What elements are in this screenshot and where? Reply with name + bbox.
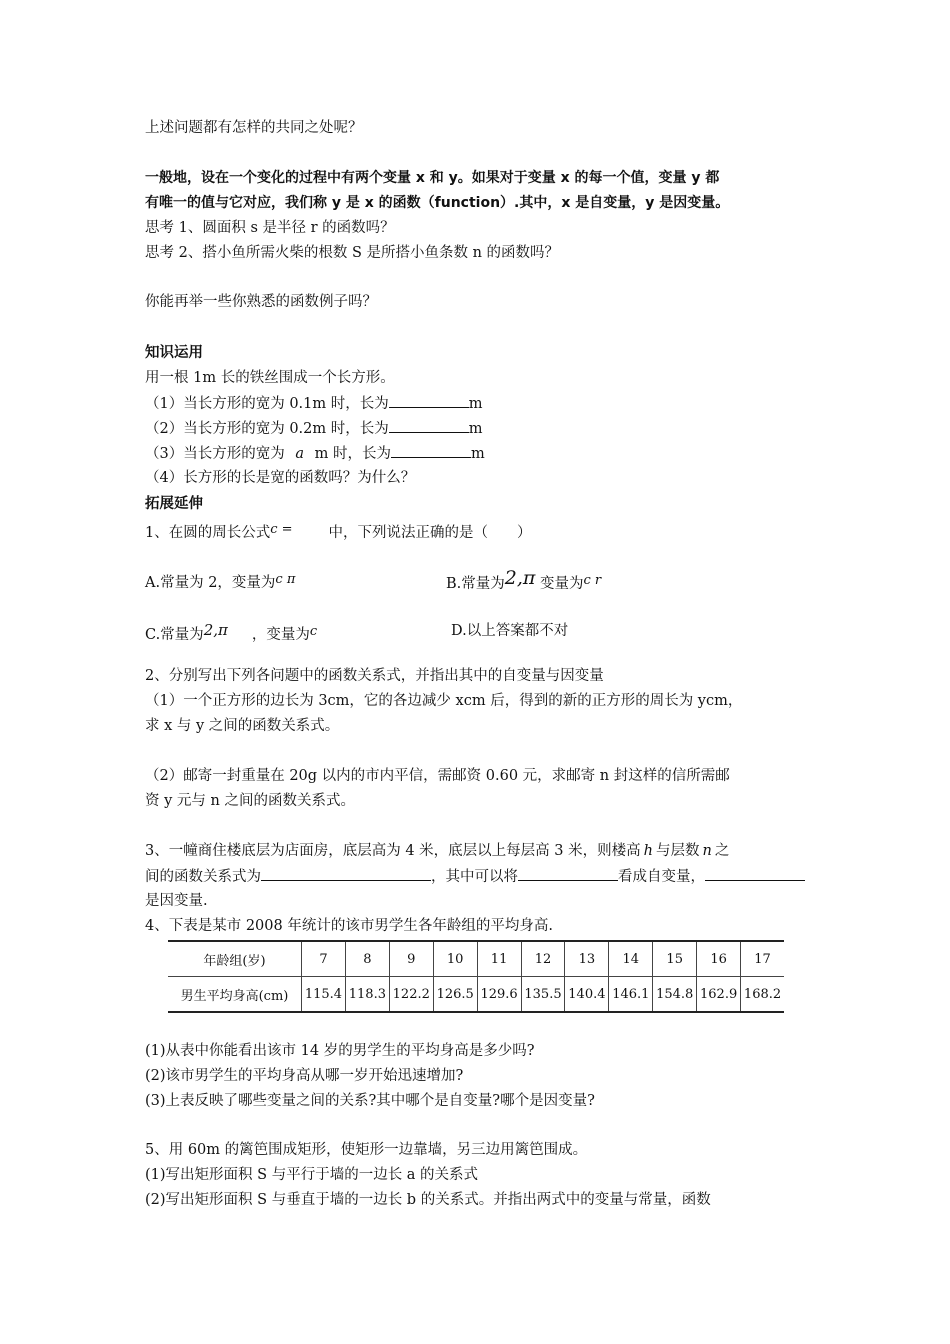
table-cell-age: 12 xyxy=(521,941,565,977)
p1-formula: c = xyxy=(270,522,293,537)
problem-3-line2 xyxy=(145,866,805,887)
extension-heading: 拓展延伸 xyxy=(145,496,203,512)
table-cell-age: 15 xyxy=(653,941,697,977)
table-cell-age: 7 xyxy=(302,941,346,977)
option-c-var: c xyxy=(309,624,318,639)
option-c[interactable] xyxy=(145,620,317,645)
table-cell-height: 140.4 xyxy=(565,977,609,1013)
problem-5-q2: (2)写出矩形面积 S 与垂直于墙的一边长 b 的关系式。并指出两式中的变量与常量，函数 xyxy=(145,1192,711,1208)
table-cell-age: 9 xyxy=(389,941,433,977)
option-c-text: C.常量为 xyxy=(145,627,204,643)
table-cell-height: 168.2 xyxy=(741,977,784,1013)
p3-relation-blank[interactable] xyxy=(261,866,431,881)
option-c-mid: ，变量为 xyxy=(251,627,310,643)
problem-2-q1-line2: 求 x 与 y 之间的函数关系式。 xyxy=(145,718,340,734)
q2-blank[interactable] xyxy=(389,418,469,433)
q2-unit: m xyxy=(468,421,483,437)
knowledge-q4: （4）长方形的长是宽的函数吗？为什么？ xyxy=(145,470,416,486)
table-cell-height: 115.4 xyxy=(302,977,346,1013)
p1-text-b: 中，下列说法正确的是（ ） xyxy=(328,525,532,541)
table-cell-height: 154.8 xyxy=(653,977,697,1013)
problem-2-q2-line2: 资 y 元与 n 之间的函数关系式。 xyxy=(145,793,355,809)
q3-text-a: （3）当长方形的宽为 xyxy=(145,446,285,462)
table-cell-age: 14 xyxy=(609,941,653,977)
option-b[interactable] xyxy=(446,568,601,594)
option-d[interactable]: D.以上答案都不对 xyxy=(451,623,569,639)
think-1: 思考 1、圆面积 s 是半径 r 的函数吗？ xyxy=(145,220,395,236)
p3-dependent-blank[interactable] xyxy=(705,866,805,881)
p3-n: n xyxy=(702,843,712,859)
p3-line2-c: 看成自变量， xyxy=(618,869,705,885)
option-b-text: B.常量为 xyxy=(446,576,505,592)
knowledge-q2 xyxy=(145,418,483,439)
height-table xyxy=(168,940,784,1013)
problem-3-line3: 是因变量. xyxy=(145,893,208,909)
table-cell-age: 8 xyxy=(345,941,389,977)
problem-4-q3: (3)上表反映了哪些变量之间的关系?其中哪个是自变量?哪个是因变量? xyxy=(145,1093,595,1109)
table-cell-height: 118.3 xyxy=(345,977,389,1013)
definition-line-2: 有唯一的值与它对应，我们称 y 是 x 的函数（function）.其中，x 是自变量，y 是因变量。 xyxy=(145,195,730,211)
q2-text: （2）当长方形的宽为 0.2m 时，长为 xyxy=(145,421,389,437)
q3-var: a xyxy=(295,446,304,462)
knowledge-q3 xyxy=(145,443,485,464)
problem-2-q1-line1: （1）一个正方形的边长为 3cm，它的各边减少 xcm 后，得到的新的正方形的周长为 ycm， xyxy=(145,693,743,709)
option-a-text: A.常量为 2，变量为 xyxy=(145,575,276,591)
p3-line2-b: ，其中可以将 xyxy=(431,869,518,885)
p3-independent-blank[interactable] xyxy=(518,866,618,881)
q1-text: （1）当长方形的宽为 0.1m 时，长为 xyxy=(145,396,389,412)
p3-h: h xyxy=(643,843,653,859)
option-c-const: 2,π xyxy=(203,621,228,639)
p1-text-a: 1、在圆的周长公式 xyxy=(145,525,271,541)
table-cell-height: 122.2 xyxy=(389,977,433,1013)
knowledge-q1 xyxy=(145,393,483,414)
table-cell-age: 11 xyxy=(477,941,521,977)
more-examples: 你能再举一些你熟悉的函数例子吗？ xyxy=(145,294,377,310)
knowledge-heading: 知识运用 xyxy=(145,345,203,361)
p3-text-a: 3、一幢商住楼底层为店面房，底层高为 4 米，底层以上每层高 3 米，则楼高 xyxy=(145,843,641,859)
table-cell-age: 17 xyxy=(741,941,784,977)
q1-unit: m xyxy=(468,396,483,412)
table-cell-height: 129.6 xyxy=(477,977,521,1013)
option-b-const: 2,π xyxy=(504,567,536,589)
q3-blank[interactable] xyxy=(391,443,471,458)
problem-2-head: 2、分别写出下列各问题中的函数关系式，并指出其中的自变量与因变量 xyxy=(145,668,604,684)
option-b-mid: 变量为 xyxy=(540,576,584,592)
table-header-age: 年龄组(岁) xyxy=(168,941,302,977)
problem-5-q1: (1)写出矩形面积 S 与平行于墙的一边长 a 的关系式 xyxy=(145,1167,479,1183)
option-b-vars: c r xyxy=(583,573,602,588)
table-header-height: 男生平均身高(cm) xyxy=(168,977,302,1013)
table-cell-height: 146.1 xyxy=(609,977,653,1013)
option-a[interactable] xyxy=(145,570,295,593)
p3-line2-a: 间的函数关系式为 xyxy=(145,869,261,885)
table-cell-height: 162.9 xyxy=(697,977,741,1013)
problem-4-q1: (1)从表中你能看出该市 14 岁的男学生的平均身高是多少吗? xyxy=(145,1043,535,1059)
knowledge-lead: 用一根 1m 长的铁丝围成一个长方形。 xyxy=(145,370,395,386)
table-row-heights xyxy=(168,977,784,1013)
table-row-ages xyxy=(168,941,784,977)
option-a-vars: c π xyxy=(275,572,296,587)
table-cell-height: 126.5 xyxy=(433,977,477,1013)
table-cell-age: 13 xyxy=(565,941,609,977)
p3-text-b: 与层数 xyxy=(655,843,700,859)
definition-line-1: 一般地，设在一个变化的过程中有两个变量 x 和 y。如果对于变量 x 的每一个值，变量 y 都 xyxy=(145,170,720,186)
q3-unit: m xyxy=(470,446,485,462)
q3-text-b: m 时，长为 xyxy=(314,446,391,462)
problem-1 xyxy=(145,520,532,543)
q1-blank[interactable] xyxy=(389,393,469,408)
table-cell-height: 135.5 xyxy=(521,977,565,1013)
intro-question: 上述问题都有怎样的共同之处呢？ xyxy=(145,120,363,136)
problem-3-line1 xyxy=(145,841,729,861)
problem-2-q2-line1: （2）邮寄一封重量在 20g 以内的市内平信，需邮资 0.60 元，求邮寄 n 封这样的信所需邮 xyxy=(145,768,730,784)
p3-text-c: 之 xyxy=(714,843,730,859)
problem-4-q2: (2)该市男学生的平均身高从哪一岁开始迅速增加? xyxy=(145,1068,464,1084)
problem-5-head: 5、用 60m 的篱笆围成矩形，使矩形一边靠墙，另三边用篱笆围成。 xyxy=(145,1142,588,1158)
table-cell-age: 16 xyxy=(697,941,741,977)
think-2: 思考 2、搭小鱼所需火柴的根数 S 是所搭小鱼条数 n 的函数吗？ xyxy=(145,245,560,261)
table-cell-age: 10 xyxy=(433,941,477,977)
problem-4-head: 4、下表是某市 2008 年统计的该市男学生各年龄组的平均身高. xyxy=(145,918,553,934)
